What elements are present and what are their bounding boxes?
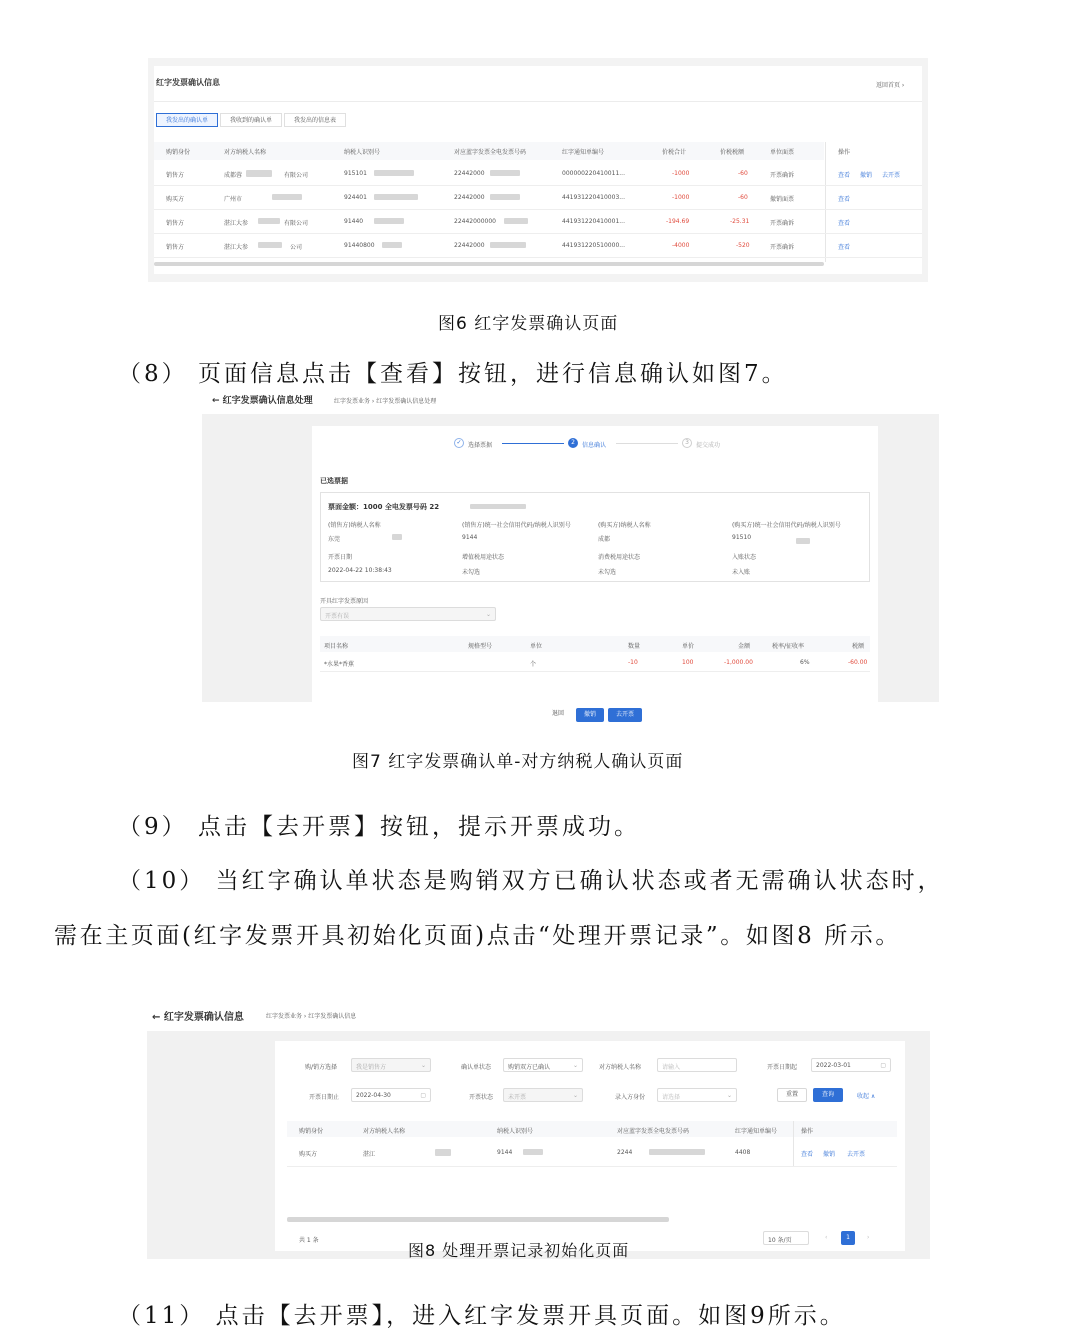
row1-view-link[interactable]: 查看: [838, 172, 851, 179]
return-button[interactable]: 退回: [544, 708, 572, 722]
fig8-invoice-link[interactable]: 去开票: [847, 1151, 866, 1158]
table-row: *水果*香蕉 个 -10 100 -1,000.00 6% -60.00: [320, 654, 870, 672]
figure-6: 红字发票确认信息 返回首页 › 我发出的确认单 我收到的确认单 我发出的信息表 购销身份 对方纳税人名称 纳税人识别号 对应蓝字发票全电发票号码 红字通知单编号 价税合计 价税税额 单位面票 操作 销售方 成都蓉 有限公司 915101 22442000 000000220410011... -1000 -60 开票确诉 查看 撤销 去开票 购买方 广州市 924401 22442000 441931220410003... -1000 -60 撤销面票 查看 销售方 湛江大参 有限公司 91440 22442000000 441931220410001... -194.69 -25.31 开票确诉 查看 销售方 湛江大参 公司 91440800 22442000 441931220510000... -4000 -520 开票确诉 查看: [148, 58, 928, 282]
fig8-breadcrumb: 红字发票业务 › 红字发票确认信息: [266, 1013, 357, 1020]
fig7-section-title: 已选票据: [320, 477, 348, 485]
figure-7: ✓ 选择票据 2 信息确认 3 提交成功 已选票据 票面金额：1000 全电发票号码 22 (销售方)纳税人名称 (销售方)统一社会信用代码/纳税人识别号 (购买方)纳税人名称 (购买方)统一社会信用代码/纳税人识别号 东莞 9144 成都 91510 开票日期 增值税用途状态 消费税用途状态 入账状态 2022-04-22 10:38:43 未勾选 未勾选 未入账 开具红字发票原因 开票有误 ⌄ 项目名称 规格型号 单位 数量 单价 金额 税率/征收率 税额 *水果*香蕉 个 -10 100 -1,000.00 6% -60.00: [202, 414, 939, 702]
collapse-link[interactable]: 收起 ∧: [857, 1093, 876, 1100]
fig8-scrollbar[interactable]: [287, 1217, 669, 1222]
next-page-icon[interactable]: ›: [867, 1234, 870, 1241]
reason-label: 开具红字发票原因: [320, 598, 369, 605]
chevron-down-icon: ⌄: [572, 1092, 578, 1099]
total-count: 共 1 条: [299, 1237, 319, 1244]
fig8-revoke-link[interactable]: 撤销: [823, 1151, 836, 1158]
fig6-caption: 图6 红字发票确认页面: [438, 314, 619, 334]
page-size-select[interactable]: 10 条/页: [763, 1231, 809, 1245]
confirm-status-select[interactable]: 购销双方已确认 ⌄: [503, 1058, 583, 1072]
step-3-icon: 3: [682, 438, 692, 448]
step-2-icon: 2: [568, 438, 578, 448]
table-row: 销售方 湛江大参 有限公司 91440 22442000000 441931220410001... -194.69 -25.31 开票确诉 查看: [154, 210, 922, 234]
fig6-scrollbar[interactable]: [154, 262, 824, 266]
fig7-breadcrumb: 红字发票业务 › 红字发票确认信息处理: [334, 398, 437, 405]
buyer-seller-select[interactable]: 我是销售方 ⌄: [351, 1058, 431, 1072]
row2-view-link[interactable]: 查看: [838, 196, 851, 203]
end-date-input[interactable]: 2022-04-30 ▢: [351, 1088, 431, 1102]
fig6-tab-received[interactable]: 我收到的确认单: [220, 113, 282, 127]
table-row: 销售方 成都蓉 有限公司 915101 22442000 000000220410011... -1000 -60 开票确诉 查看 撤销 去开票: [154, 162, 922, 186]
page-1-button[interactable]: 1: [841, 1231, 855, 1245]
fig8-header[interactable]: ← 红字发票确认信息: [152, 1012, 244, 1023]
fig6-back-link[interactable]: 返回首页 ›: [876, 82, 905, 89]
counterparty-input[interactable]: 请输入: [657, 1058, 737, 1072]
fig8-view-link[interactable]: 查看: [801, 1151, 814, 1158]
calendar-icon: ▢: [880, 1062, 886, 1069]
reason-select[interactable]: 开票有误 ⌄: [320, 607, 496, 621]
start-date-input[interactable]: 2022-03-01 ▢: [811, 1058, 891, 1072]
row1-invoice-link[interactable]: 去开票: [882, 172, 901, 179]
fig7-summary: 票面金额：1000 全电发票号码 22: [328, 503, 440, 511]
fig8-caption: 图8 处理开票记录初始化页面: [408, 1241, 630, 1260]
query-button[interactable]: 查询: [813, 1088, 843, 1102]
fig6-tab-info[interactable]: 我发出的信息表: [284, 113, 346, 127]
row4-view-link[interactable]: 查看: [838, 244, 851, 251]
row3-view-link[interactable]: 查看: [838, 220, 851, 227]
table-row: 购买方 湛江 9144 2244 4408 查看 撤销 去开票: [287, 1139, 897, 1167]
chevron-down-icon: ⌄: [420, 1062, 426, 1069]
chevron-down-icon: ⌄: [726, 1092, 732, 1099]
table-row: 购买方 广州市 924401 22442000 441931220410003... -1000 -60 撤销面票 查看: [154, 186, 922, 210]
reset-button[interactable]: 重置: [777, 1088, 807, 1102]
figure-8: 购/销方选择 我是销售方 ⌄ 确认单状态 购销双方已确认 ⌄ 对方纳税人名称 请输入 开票日期起 2022-03-01 ▢ 开票日期止 2022-04-30 ▢ 开票状态 未开票 ⌄ 录入方身份 请选择 ⌄ 重置 查询 收起 ∧ 购销身份 对方纳税人名称 纳税人识别号 对应蓝字发票全电发票号码 红字通知单编号 操作 购买方 湛江 9144 2244 4408 查看 撤销 去开票 共 1 条 10 条/页 ‹ 1 ›: [147, 1031, 930, 1259]
paragraph-8: （8） 页面信息点击【查看】按钮，进行信息确认如图7。: [118, 361, 788, 387]
row1-revoke-link[interactable]: 撤销: [860, 172, 873, 179]
fig7-header[interactable]: ← 红字发票确认信息处理: [212, 396, 313, 406]
chevron-down-icon: ⌄: [485, 611, 491, 618]
entry-role-select[interactable]: 请选择 ⌄: [657, 1088, 737, 1102]
paragraph-10b: 需在主页面(红字发票开具初始化页面)点击“处理开票记录”。如图8 所示。: [54, 923, 902, 949]
fig7-caption: 图7 红字发票确认单-对方纳税人确认页面: [352, 752, 684, 772]
step-check-icon: ✓: [454, 438, 464, 448]
paragraph-11: （11） 点击【去开票】，进入红字发票开具页面。如图9所示。: [118, 1303, 846, 1329]
revoke-button[interactable]: 撤销: [576, 708, 604, 722]
calendar-icon: ▢: [420, 1092, 426, 1099]
chevron-down-icon: ⌄: [572, 1062, 578, 1069]
fig6-title: 红字发票确认信息: [156, 78, 220, 87]
invoice-status-select[interactable]: 未开票 ⌄: [503, 1088, 583, 1102]
fig6-tab-sent[interactable]: 我发出的确认单: [156, 113, 218, 127]
prev-page-icon[interactable]: ‹: [825, 1234, 828, 1241]
paragraph-10a: （10） 当红字确认单状态是购销双方已确认状态或者无需确认状态时，: [118, 868, 944, 894]
go-invoice-button[interactable]: 去开票: [608, 708, 642, 722]
paragraph-9: （9） 点击【去开票】按钮，提示开票成功。: [118, 814, 640, 840]
table-row: 销售方 湛江大参 公司 91440800 22442000 441931220510000... -4000 -520 开票确诉 查看: [154, 234, 922, 258]
